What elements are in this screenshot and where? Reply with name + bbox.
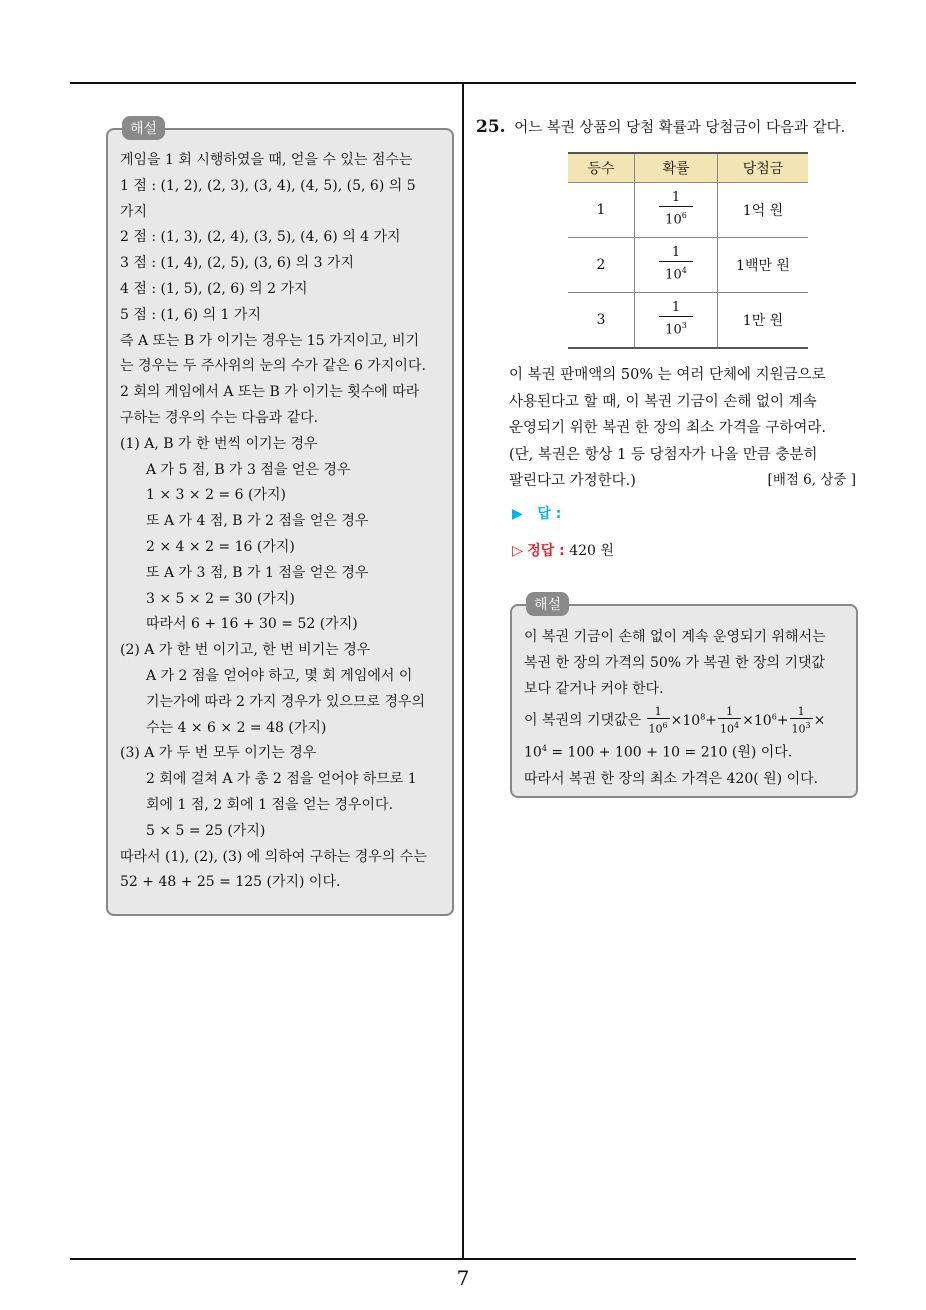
- solution-line: 따라서 (1), (2), (3) 에 의하여 구하는 경우의 수는: [120, 848, 427, 865]
- solution-line: 따라서 6 + 16 + 30 = 52 (가지): [146, 616, 358, 633]
- probability-cell: $\frac{1}{10^3}$: [635, 293, 718, 349]
- score-meta: [배점 6, 상중 ]: [767, 472, 856, 488]
- solution-line: 즉 A 또는 B 가 이기는 경우는 15 가지이고, 비기: [120, 332, 420, 349]
- probability-cell: $\frac{1}{10^4}$: [635, 238, 718, 293]
- rank-cell: 3: [568, 293, 635, 349]
- table-row: [568, 238, 808, 293]
- mult-term: $10^6$: [753, 712, 777, 729]
- header-prize: 당첨금: [718, 153, 809, 183]
- question-text: 어느 복권 상품의 당첨 확률과 당첨금이 다음과 같다.: [514, 120, 846, 136]
- solution-line: 는 경우는 두 주사위의 눈의 수가 같은 6 가지이다.: [120, 358, 426, 375]
- body-line: 사용된다고 할 때, 이 복권 기금이 손해 없이 계속: [509, 393, 817, 410]
- left-solution-lines: [120, 148, 444, 896]
- probability-cell: $\frac{1}{10^6}$: [635, 183, 718, 238]
- page-number: 7: [456, 1266, 470, 1290]
- times-sign: ×: [670, 712, 683, 729]
- solution-line: 2 회에 걸쳐 A 가 총 2 점을 얻어야 하므로 1: [146, 771, 417, 788]
- solution-line: A 가 2 점을 얻어야 하고, 몇 회 게임에서 이: [146, 667, 413, 684]
- table-header-row: [568, 153, 808, 183]
- solution-line: 이 복권 기금이 손해 없이 계속 운영되기 위해서는: [524, 629, 826, 645]
- solution-line: 5 점 : (1, 6) 의 1 가지: [120, 306, 261, 323]
- solution-line: 3 × 5 × 2 = 30 (가지): [146, 590, 295, 607]
- fraction-1: $\frac{1}{10^6}$: [648, 704, 668, 736]
- solution-line: 수는 4 × 6 × 2 = 48 (가지): [146, 719, 327, 736]
- prize-table-body: [568, 183, 808, 349]
- solution-line: 구하는 경우의 수는 다음과 같다.: [120, 409, 319, 426]
- solution-line: 따라서 복권 한 장의 최소 가격은 420( 원) 이다.: [524, 771, 819, 788]
- solution-tag: 해설: [526, 592, 569, 616]
- solution-line: 또 A 가 3 점, B 가 1 점을 얻은 경우: [146, 564, 369, 581]
- solution-line: (2) A 가 한 번 이기고, 한 번 비기는 경우: [120, 642, 371, 659]
- fraction-3: $\frac{1}{10^3}$: [791, 704, 811, 736]
- solution-line: (1) A, B 가 한 번씩 이기는 경우: [120, 435, 318, 452]
- solution-line: 복권 한 장의 가격의 50% 가 복권 한 장의 기댓값: [524, 655, 826, 671]
- play-triangle-icon: ▶: [512, 506, 523, 522]
- solution-line: 52 + 48 + 25 = 125 (가지) 이다.: [120, 874, 341, 891]
- header-probability: 확률: [635, 153, 718, 183]
- solution-line: 가지: [120, 203, 148, 220]
- solution-line: 또 A 가 4 점, B 가 2 점을 얻은 경우: [146, 513, 369, 530]
- correct-value: 420 원: [569, 543, 614, 559]
- solution-line: A 가 5 점, B 가 3 점을 얻은 경우: [146, 461, 351, 478]
- problem-question: [476, 116, 845, 137]
- header-rank: 등수: [568, 153, 635, 183]
- solution-line: 4 점 : (1, 5), (2, 6) 의 2 가지: [120, 280, 308, 297]
- solution-line: 2 회의 게임에서 A 또는 B 가 이기는 횟수에 따라: [120, 384, 420, 401]
- left-solution-box: [106, 121, 454, 916]
- times-sign: ×: [742, 712, 754, 729]
- plus-sign: +: [776, 712, 789, 729]
- solution-line: 기는가에 따라 2 가지 경우가 있으므로 경우의: [146, 693, 426, 710]
- solution-line: 2 점 : (1, 3), (2, 4), (3, 5), (4, 6) 의 4 가지: [120, 229, 401, 246]
- solution-line: 5 × 5 = 25 (가지): [146, 822, 266, 839]
- problem-number: 25.: [476, 117, 506, 137]
- correct-answer-row: [512, 540, 614, 560]
- solution-line: 게임을 1 회 시행하였을 때, 얻을 수 있는 점수는: [120, 152, 413, 168]
- solution-line: 2 × 4 × 2 = 16 (가지): [146, 538, 295, 555]
- fraction-2: $\frac{1}{10^4}$: [720, 704, 740, 736]
- mult-term: $10^8$: [682, 712, 706, 729]
- solution-line: 회에 1 점, 2 회에 1 점을 얻는 경우이다.: [146, 796, 394, 813]
- times-sign: ×: [813, 712, 826, 729]
- prize-cell: 1억 원: [718, 183, 809, 238]
- prize-cell: 1만 원: [718, 293, 809, 349]
- rank-cell: 2: [568, 238, 635, 293]
- column-divider: [462, 82, 464, 1260]
- body-line: 이 복권 판매액의 50% 는 여러 단체에 지원금으로: [509, 367, 826, 383]
- body-line: 운영되기 위한 복권 한 장의 최소 가격을 구하여라.: [509, 420, 827, 436]
- body-line: (단, 복권은 항상 1 등 당첨자가 나올 만큼 충분히: [509, 446, 818, 463]
- rank-cell: 1: [568, 183, 635, 238]
- solution-tag: 해설: [122, 116, 165, 140]
- solution-line: (3) A 가 두 번 모두 이기는 경우: [120, 745, 317, 762]
- solution-line: 1 점 : (1, 2), (2, 3), (3, 4), (4, 5), (5, 6) 의 5: [120, 177, 416, 194]
- body-line: 팔린다고 가정한다.): [509, 473, 636, 489]
- table-row: [568, 293, 808, 349]
- right-solution-box: [510, 597, 858, 798]
- solution-line: 보다 같거나 커야 한다.: [524, 681, 664, 697]
- expected-value-formula: [524, 702, 850, 736]
- table-row: [568, 183, 808, 238]
- solution-line: 1 × 3 × 2 = 6 (가지): [146, 487, 286, 504]
- outline-triangle-icon: ▷: [512, 543, 523, 559]
- prize-cell: 1백만 원: [718, 238, 809, 293]
- plus-sign: +: [705, 712, 718, 729]
- correct-label: 정답 :: [527, 543, 565, 559]
- bottom-rule: [70, 1258, 856, 1260]
- formula-result: $10^4 = 100 + 100 + 10 = 210$ (원) 이다.: [524, 744, 793, 762]
- solution-line: 3 점 : (1, 4), (2, 5), (3, 6) 의 3 가지: [120, 255, 355, 272]
- formula-prefix: 이 복권의 기댓값은: [524, 712, 642, 729]
- answer-row: [512, 503, 561, 523]
- prize-table: [568, 152, 808, 349]
- answer-label: 답 :: [537, 506, 562, 522]
